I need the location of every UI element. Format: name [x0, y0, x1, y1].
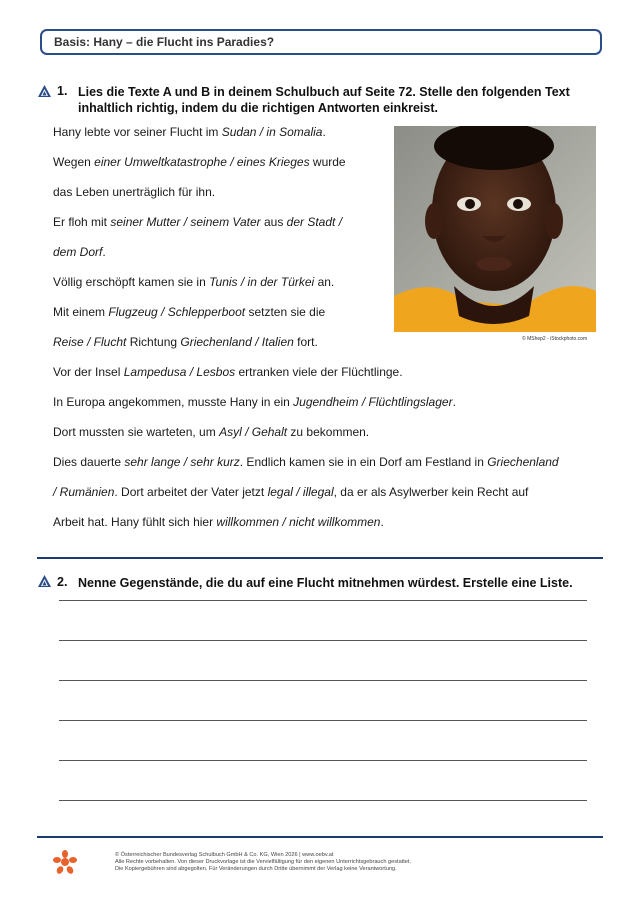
boy-photo — [394, 126, 596, 332]
page-title: Basis: Hany – die Flucht ins Paradies? — [54, 35, 275, 49]
answer-line[interactable] — [59, 800, 587, 801]
answer-choice[interactable]: Sudan / in Somalia — [221, 125, 323, 139]
text-line — [53, 215, 342, 229]
text-line — [53, 185, 215, 199]
text-line — [53, 455, 559, 469]
answer-choice[interactable]: willkommen / nicht willkommen — [216, 515, 381, 529]
task1-number: 1. — [57, 84, 68, 98]
publisher-logo — [53, 850, 77, 874]
answer-line[interactable] — [59, 680, 587, 681]
answer-choice[interactable]: dem Dorf — [53, 245, 103, 259]
task1-title-line2: inhaltlich richtig, indem du die richtigen Antworten einkreist. — [78, 101, 438, 115]
text-segment: , da er als Asylwerber kein Recht auf — [333, 485, 529, 499]
answer-choice[interactable]: Griechenland — [487, 455, 559, 469]
text-segment: setzten sie die — [245, 305, 326, 319]
answer-choice[interactable]: / Rumänien — [53, 485, 115, 499]
text-line — [53, 515, 384, 529]
answer-choice[interactable]: Griechenland / Italien — [180, 335, 294, 349]
text-segment: Vor der Insel — [53, 365, 124, 379]
text-segment: zu bekommen. — [287, 425, 370, 439]
text-line — [53, 155, 346, 169]
text-line — [53, 245, 106, 259]
answer-choice[interactable]: Flugzeug / Schlepperboot — [108, 305, 246, 319]
answer-choice[interactable]: Jugendheim / Flüchtlingslager — [293, 395, 453, 409]
text-segment: . — [102, 245, 106, 259]
text-segment: . Endlich kamen sie in ein Dorf am Festland in — [239, 455, 488, 469]
text-segment: Dies dauerte — [53, 455, 125, 469]
text-segment: Dort mussten sie warteten, um — [53, 425, 220, 439]
text-segment: Völlig erschöpft kamen sie in — [53, 275, 210, 289]
text-segment: . — [322, 125, 326, 139]
task1-title-line1: Lies die Texte A und B in deinem Schulbuch auf Seite 72. Stelle den folgenden Text — [78, 85, 570, 99]
text-segment: wurde — [309, 155, 346, 169]
text-segment: Arbeit hat. Hany fühlt sich hier — [53, 515, 217, 529]
task1-title — [78, 84, 570, 116]
text-segment: . — [452, 395, 456, 409]
text-line — [53, 335, 318, 349]
text-segment: Hany lebte vor seiner Flucht im — [53, 125, 222, 139]
text-line — [53, 365, 403, 379]
answer-choice[interactable]: der Stadt / — [286, 215, 343, 229]
answer-choice[interactable]: Tunis / in der Türkei — [209, 275, 315, 289]
text-segment: an. — [314, 275, 335, 289]
text-segment: Richtung — [126, 335, 181, 349]
answer-line[interactable] — [59, 720, 587, 721]
text-segment: aus — [260, 215, 287, 229]
footer-copyright — [115, 852, 411, 873]
text-segment: . Dort arbeitet der Vater jetzt — [114, 485, 268, 499]
text-segment: Er floh mit — [53, 215, 111, 229]
text-segment: . — [380, 515, 384, 529]
answer-choice[interactable]: sehr lange / sehr kurz — [124, 455, 240, 469]
task2-title: Nenne Gegenstände, die du auf eine Flucht mitnehmen würdest. Erstelle eine Liste. — [78, 576, 573, 590]
answer-choice[interactable]: seiner Mutter / seinem Vater — [110, 215, 261, 229]
portrait-image — [394, 126, 596, 332]
section-divider — [37, 557, 603, 559]
answer-choice[interactable]: Asyl / Gehalt — [219, 425, 288, 439]
header-box — [40, 29, 602, 55]
footer-divider — [37, 836, 603, 838]
level-icon — [38, 575, 51, 587]
footer-line1: © Österreichischer Bundesverlag Schulbuch GmbH & Co. KG, Wien 2026 | www.oebv.at — [115, 852, 334, 858]
answer-choice[interactable]: einer Umweltkatastrophe / eines Krieges — [94, 155, 310, 169]
footer-line3: Die Kopiergebühren sind abgegolten. Für Veränderungen durch Dritte übernimmt der Verlag keine Verantwortung. — [115, 866, 397, 872]
task2-number: 2. — [57, 575, 68, 589]
text-segment: ertranken viele der Flüchtlinge. — [235, 365, 403, 379]
text-line — [53, 305, 325, 319]
footer-line2: Alle Rechte vorbehalten. Von dieser Druckvorlage ist die Vervielfältigung für den eigenen Unterrichtsgebrauch gestattet. — [115, 859, 412, 865]
text-segment: In Europa angekommen, musste Hany in ein — [53, 395, 294, 409]
text-segment: fort. — [293, 335, 318, 349]
answer-line[interactable] — [59, 760, 587, 761]
answer-line[interactable] — [59, 640, 587, 641]
answer-line[interactable] — [59, 600, 587, 601]
answer-choice[interactable]: legal / illegal — [267, 485, 334, 499]
text-line — [53, 425, 369, 439]
text-line — [53, 275, 334, 289]
text-segment: Mit einem — [53, 305, 109, 319]
text-segment: das Leben unerträglich für ihn. — [53, 185, 216, 199]
photo-credit: © MShep2 - iStockphoto.com — [522, 336, 588, 342]
answer-choice[interactable]: Lampedusa / Lesbos — [123, 365, 236, 379]
text-line — [53, 485, 528, 499]
text-segment: Wegen — [53, 155, 95, 169]
text-line — [53, 125, 326, 139]
text-line — [53, 395, 456, 409]
level-icon — [38, 85, 51, 97]
answer-choice[interactable]: Reise / Flucht — [53, 335, 127, 349]
